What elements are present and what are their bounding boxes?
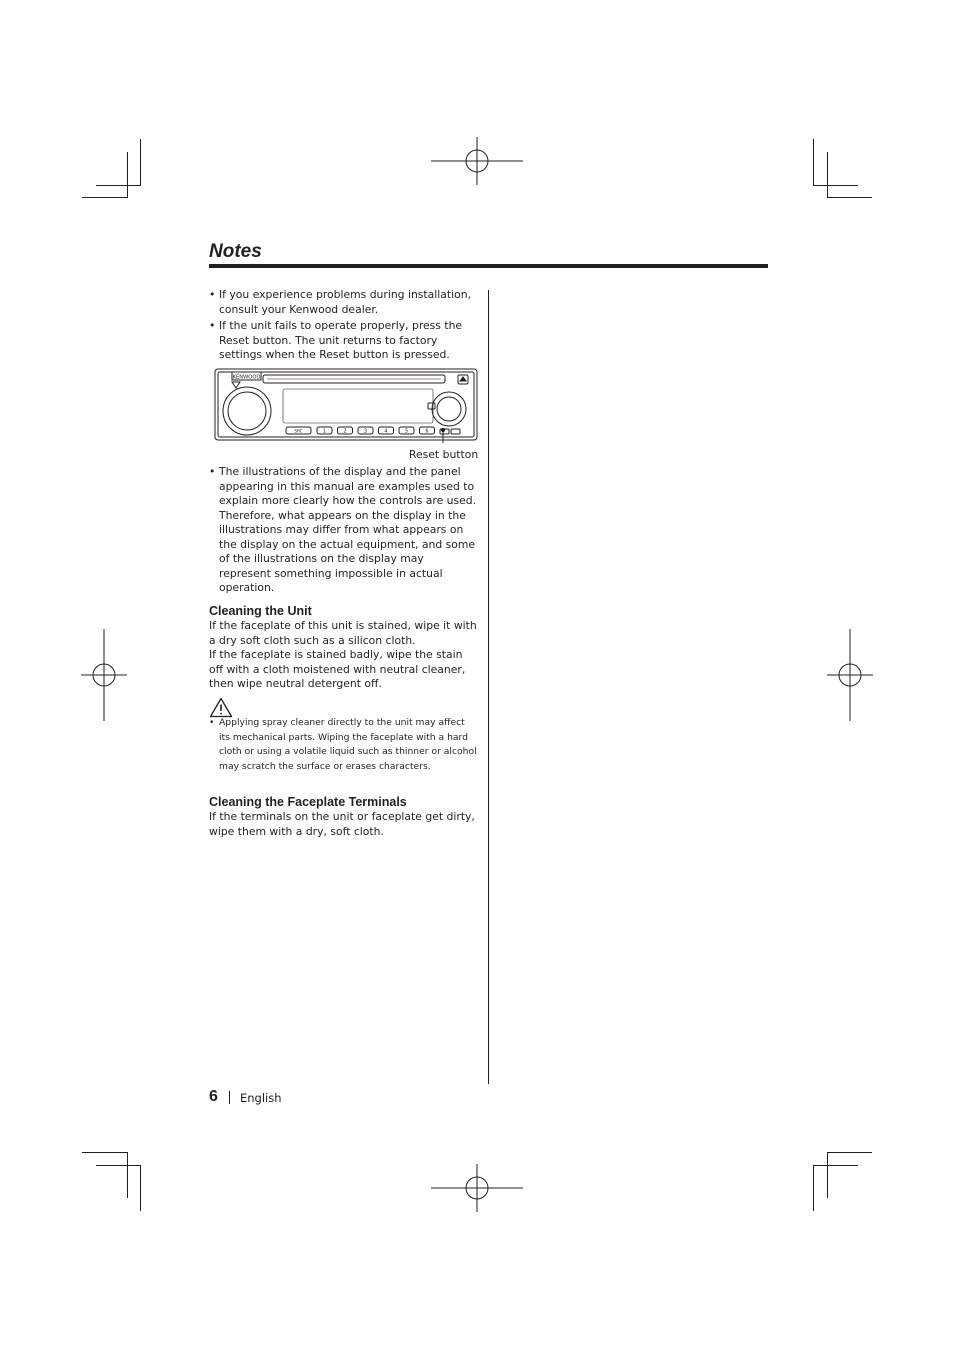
title-rule (209, 264, 768, 268)
registration-mark-bottom (431, 1164, 523, 1212)
preset-button-label: 5 (404, 428, 409, 435)
faceplate-illustration (213, 367, 479, 443)
list-item: • If you experience problems during installation, consult your Kenwood dealer. (209, 288, 477, 317)
notes-bullets-top (209, 288, 477, 365)
page-number: 6 (209, 1088, 218, 1105)
registration-mark-right (827, 629, 873, 721)
page-language: English (240, 1091, 282, 1105)
footer-divider (229, 1091, 230, 1104)
section-cleaning-unit (209, 603, 477, 692)
registration-mark-left (81, 629, 127, 721)
paragraph: If the terminals on the unit or faceplate get dirty, wipe them with a dry, soft cloth. (209, 810, 475, 838)
notes-bullets-mid (209, 465, 477, 598)
preset-buttons (317, 427, 435, 435)
figure-caption: Reset button (409, 448, 479, 461)
preset-button-label: 2 (343, 428, 347, 435)
caution-triangle-icon (209, 697, 233, 718)
preset-button-label: 3 (363, 428, 368, 435)
preset-button-label: 6 (425, 428, 429, 435)
page-title: Notes (209, 241, 262, 262)
paragraph: If the faceplate is stained badly, wipe the stain off with a cloth moistened with neutral cleaner, then wipe neutral detergent off. (209, 648, 466, 690)
column-divider (488, 290, 489, 1084)
section-title: Cleaning the Unit (209, 604, 312, 618)
caution-note (209, 716, 477, 776)
brand-logo: KENWOOD (232, 374, 261, 381)
registration-mark-top (431, 137, 523, 185)
svg-text:SRC: SRC (294, 428, 303, 434)
list-item: • The illustrations of the display and the panel appearing in this manual are examples used to explain more clearly how the controls are used. Therefore, what appears on the display in the illustrations may differ from what appears on the display on the actual equipment, and some of the illustrations on the display may represent something impossible in actual operation. (209, 465, 477, 596)
section-cleaning-terminals (209, 794, 477, 839)
list-item: • If the unit fails to operate properly, press the Reset button. The unit returns to factory settings when the Reset button is pressed. (209, 319, 477, 363)
paragraph: If the faceplate of this unit is stained, wipe it with a dry soft cloth such as a silicon cloth. (209, 619, 477, 647)
section-title: Cleaning the Faceplate Terminals (209, 795, 407, 809)
caution-text: • Applying spray cleaner directly to the unit may affect its mechanical parts. Wiping the faceplate with a hard cloth or using a volatile liquid such as thinner or alcohol may scratch the surface or erases characters. (209, 716, 477, 774)
preset-button-label: 1 (322, 428, 327, 435)
preset-button-label: 4 (384, 428, 388, 435)
